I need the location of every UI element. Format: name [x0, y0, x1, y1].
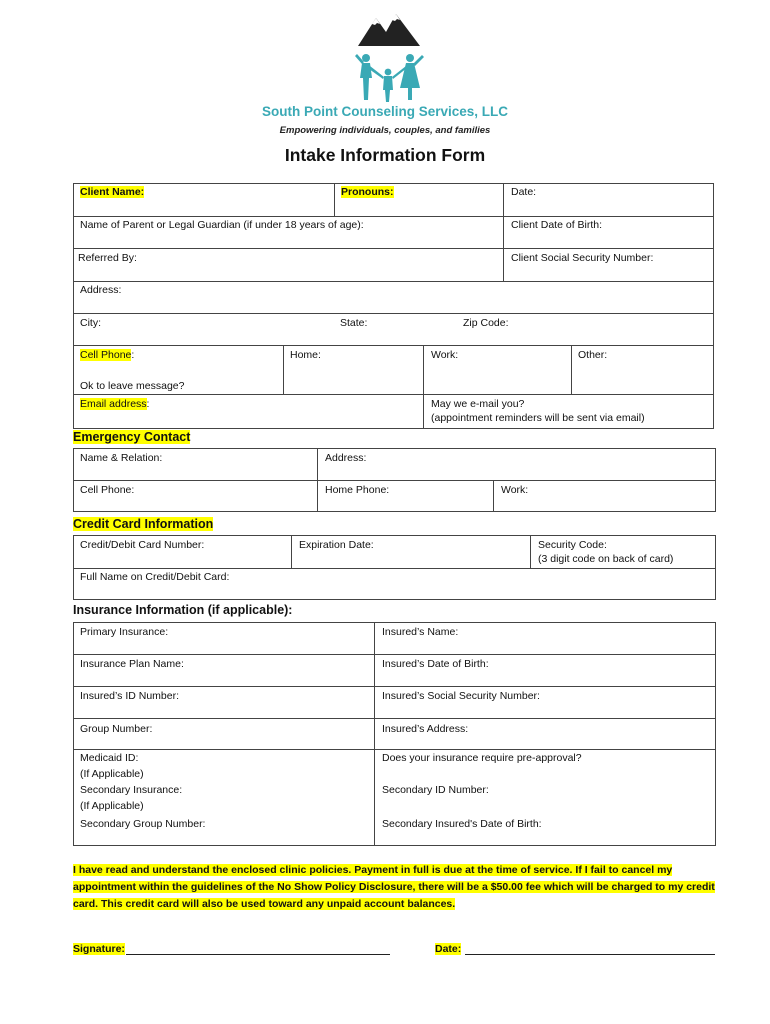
signature-date-label: Date:: [435, 943, 462, 955]
company-tagline: Empowering individuals, couples, and families: [279, 125, 491, 136]
policy-notice: [73, 862, 723, 913]
family-figures-icon: [355, 54, 424, 102]
email-reminders-note: (appointment reminders will be sent via email): [431, 412, 645, 424]
insured-id-label: Insured’s ID Number:: [80, 690, 180, 702]
medicaid-id-label: Medicaid ID:: [80, 752, 139, 764]
state-label: State:: [340, 317, 368, 329]
expiration-date-label: Expiration Date:: [299, 539, 374, 551]
mountain-icon: [358, 14, 420, 46]
preapproval-label: Does your insurance require pre-approval?: [382, 752, 582, 764]
signature-line[interactable]: [126, 954, 390, 955]
insurance-heading: Insurance Information (if applicable):: [73, 603, 293, 617]
email-address-label: Email address: [80, 398, 147, 410]
secondary-insured-dob-label: Secondary Insured's Date of Birth:: [382, 818, 542, 830]
form-title: Intake Information Form: [284, 145, 486, 165]
plan-name-label: Insurance Plan Name:: [80, 658, 184, 670]
insured-dob-label: Insured’s Date of Birth:: [382, 658, 489, 670]
security-code-note: (3 digit code on back of card): [538, 553, 674, 565]
medicaid-if-applicable: (If Applicable): [80, 768, 144, 780]
emergency-home-phone-label: Home Phone:: [325, 484, 390, 496]
city-label: City:: [80, 317, 101, 329]
secondary-insurance-label: Secondary Insurance:: [80, 784, 183, 796]
emergency-address-label: Address:: [325, 452, 367, 464]
referred-by-label: Referred By:: [78, 252, 137, 264]
signature-label: Signature:: [73, 943, 125, 955]
policy-notice-text: I have read and understand the enclosed clinic policies. Payment in full is due at the time of service. If I fail to cancel my appointment within the guidelines of the No Show Policy Disclosure, there will be a $50.00 fee which will be charged to my credit card. This credit card will also be used toward any unpaid account balances.: [73, 864, 715, 910]
cell-phone-colon: :: [131, 349, 135, 361]
emergency-cell-label: Cell Phone:: [80, 484, 135, 496]
name-relation-label: Name & Relation:: [80, 452, 163, 464]
work-phone-label: Work:: [431, 349, 459, 361]
ok-leave-message-label: Ok to leave message?: [80, 380, 185, 392]
company-logo: [350, 12, 430, 104]
group-number-label: Group Number:: [80, 723, 153, 735]
guardian-name-label: Name of Parent or Legal Guardian (if under 18 years of age):: [80, 219, 364, 231]
insured-address-label: Insured’s Address:: [382, 723, 469, 735]
credit-card-heading: Credit Card Information: [73, 517, 214, 531]
secondary-if-applicable: (If Applicable): [80, 800, 144, 812]
client-ssn-label: Client Social Security Number:: [511, 252, 654, 264]
other-phone-label: Other:: [578, 349, 608, 361]
cell-phone-label: Cell Phone: [80, 349, 132, 361]
emergency-contact-heading: Emergency Contact: [73, 430, 191, 444]
pronouns-label: Pronouns:: [341, 186, 394, 198]
primary-insurance-label: Primary Insurance:: [80, 626, 169, 638]
card-number-label: Credit/Debit Card Number:: [80, 539, 205, 551]
home-phone-label: Home:: [290, 349, 321, 361]
secondary-group-label: Secondary Group Number:: [80, 818, 206, 830]
company-name: South Point Counseling Services, LLC: [261, 104, 509, 119]
may-email-label: May we e-mail you?: [431, 398, 525, 410]
insured-name-label: Insured’s Name:: [382, 626, 459, 638]
address-label: Address:: [80, 284, 122, 296]
date-field-label: Date:: [511, 186, 537, 198]
emergency-work-label: Work:: [501, 484, 529, 496]
insured-ssn-label: Insured’s Social Security Number:: [382, 690, 540, 702]
signature-date-line[interactable]: [465, 954, 715, 955]
client-name-label: Client Name:: [80, 186, 145, 198]
email-colon: :: [146, 398, 150, 410]
card-full-name-label: Full Name on Credit/Debit Card:: [80, 571, 230, 583]
secondary-id-label: Secondary ID Number:: [382, 784, 489, 796]
security-code-label: Security Code:: [538, 539, 607, 551]
client-dob-label: Client Date of Birth:: [511, 219, 603, 231]
zip-code-label: Zip Code:: [463, 317, 509, 329]
